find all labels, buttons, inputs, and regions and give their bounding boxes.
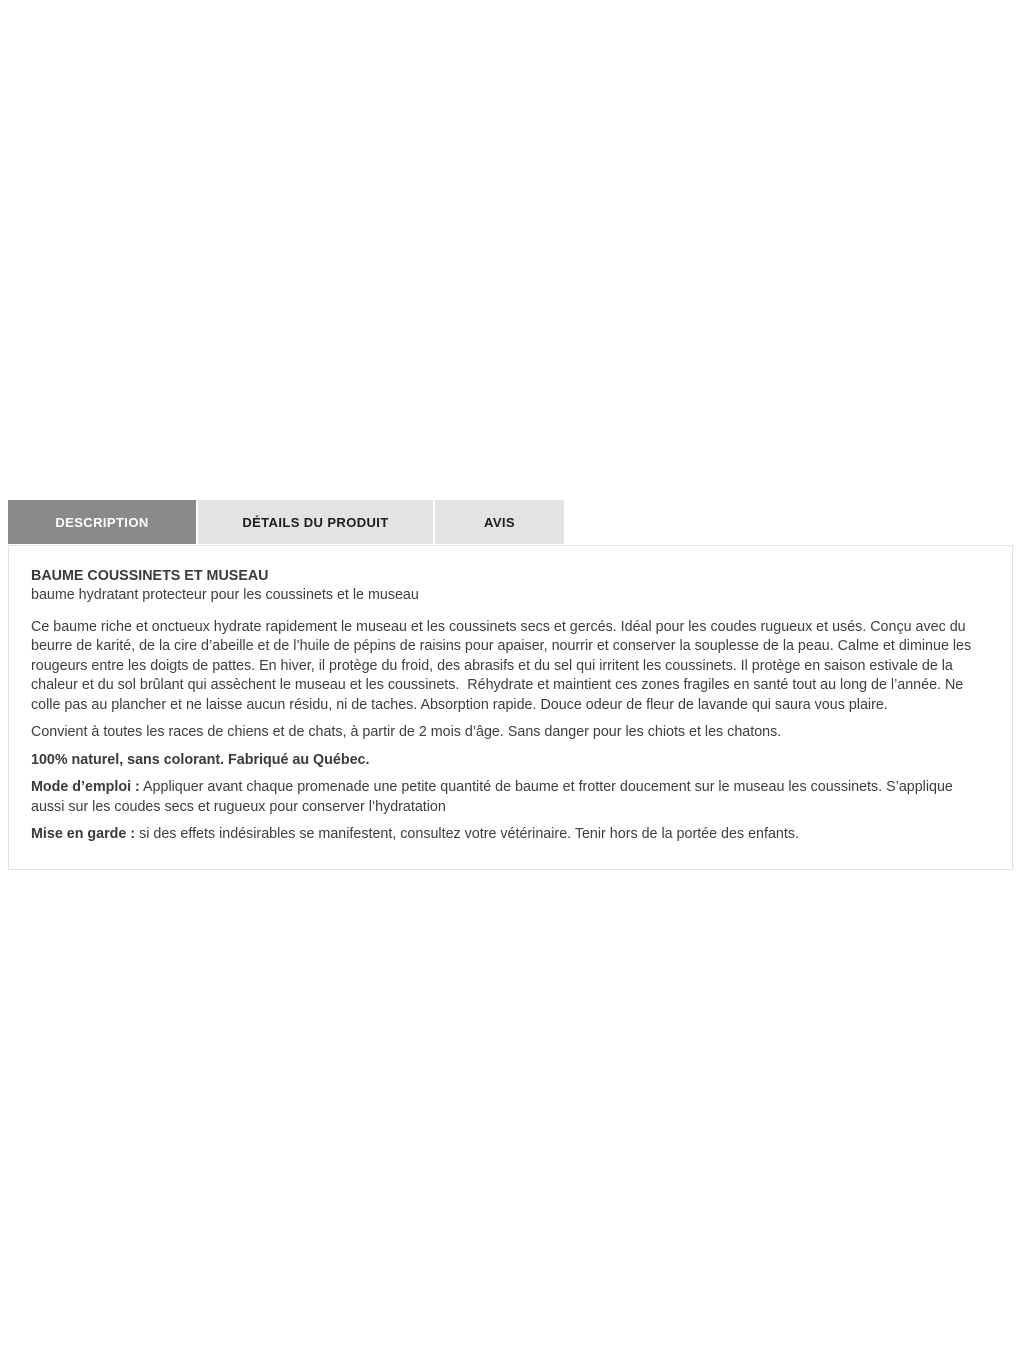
product-info-section (8, 500, 1013, 870)
paragraph-natural-claim: 100% naturel, sans colorant. Fabriqué au Québec. (31, 751, 370, 768)
product-title: BAUME COUSSINETS ET MUSEAU (31, 568, 269, 584)
tab-product-details[interactable]: DÉTAILS DU PRODUIT (198, 500, 433, 544)
paragraph-suitability: Convient à toutes les races de chiens et de chats, à partir de 2 mois d’âge. Sans danger pour les chiots et les chatons. (31, 724, 782, 740)
tab-bar (8, 500, 1013, 544)
description-panel (8, 545, 1013, 870)
tab-reviews[interactable]: AVIS (435, 500, 564, 544)
tab-description[interactable]: DESCRIPTION (8, 500, 196, 544)
paragraph-warning (31, 825, 990, 845)
usage-text: Appliquer avant chaque promenade une petite quantité de baume et frotter doucement sur le museau les coussinets. S’applique aussi sur les coudes secs et rugueux pour conserver l’hydratation (31, 779, 957, 815)
paragraph-description: Ce baume riche et onctueux hydrate rapidement le museau et les coussinets secs et gercés. Idéal pour les coudes rugueux et usés. Conçu avec du beurre de karité, de la cire d’abeille et de l’huile de pépins de raisins pour apaiser, nourrir et conserver la souplesse de la peau. Calme et diminue les rougeurs entre les doigts de pattes. En hiver, il protège du froid, des abrasifs et du sel qui irritent les coussinets. Il protège en saison estivale de la chaleur et du sol brûlant qui assèchent le museau et les coussinets. Réhydrate et maintient ces zones fragiles en santé tout au long de l’année. Ne colle pas au plancher et ne laisse aucun résidu, ni de taches. Absorption rapide. Douce odeur de fleur de lavande qui saura vous plaire. (31, 618, 976, 713)
product-subtitle: baume hydratant protecteur pour les coussinets et le museau (31, 587, 419, 603)
paragraph-usage (31, 778, 990, 817)
warning-label: Mise en garde : (31, 826, 136, 842)
warning-text: si des effets indésirables se manifestent, consultez votre vétérinaire. Tenir hors de la portée des enfants. (139, 826, 799, 842)
usage-label: Mode d’emploi : (31, 779, 140, 795)
